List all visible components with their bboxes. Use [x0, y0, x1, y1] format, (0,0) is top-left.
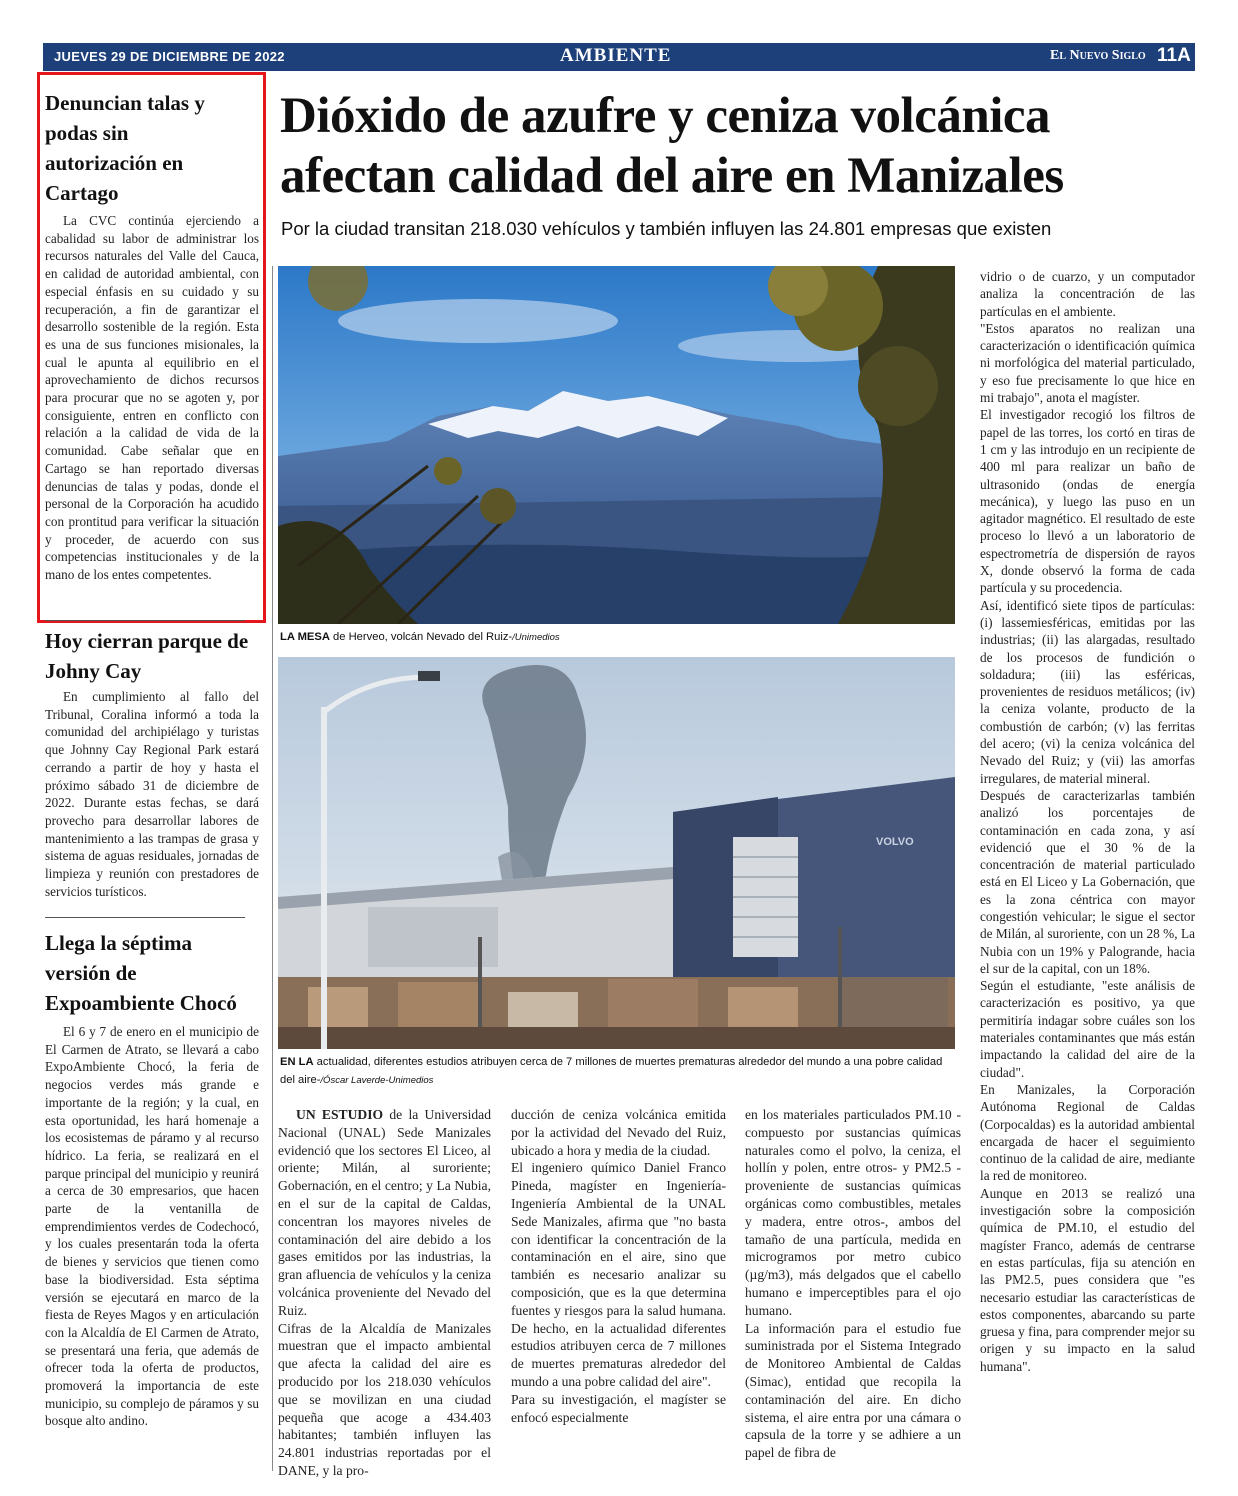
story3-body: El 6 y 7 de enero en el municipio de El Carmen de Atrato, se llevará a cabo ExpoAmbiente Chocó, la feria de negocios verdes más grande e importante de la región; y la cual, en esta oportunidad, les hará homenaje a los ecosistemas de páramo y al recurso hídrico. La feria, se realizará en el parque principal del municipio y reunirá a cerca de 30 empresarios, que hacen parte de la ventanilla de emprendimientos verdes de Codechocó, y los cuales presentarán toda la oferta de bienes y servicios que tienen como base la biodiversidad. Esta séptima versión se ejecutará en marco de la fiesta de Reyes Magos y en articulación con la Alcaldía de El Carmen de Atrato, se presentará una feria, que además de ofrecer toda la oferta de productos, promoverá la importancia de este municipio, su complejo de páramos y su bosque alto andino.	[45, 1024, 259, 1429]
article-column-4: vidrio o de cuarzo, y un computador analiza la concentración de las partículas en el ambiente. "Estos aparatos no realizan una caracterización o identificación química ni morfológica del material particulado, y eso fue precisamente lo que hice en mi trabajo", anota el magíster. El investigador recogió los filtros de papel de las torres, los cortó en tiras de 1 cm y las introdujo en un recipiente de 400 ml para realizar un baño de ultrasonido (ondas de energía mecánica), y luego las puso en un agitador magnético. El resultado de este proceso lo llevó a un laboratorio de espectrometría de dispersión de rayos X, donde observó la forma de cada partícula y su procedencia. Así, identificó siete tipos de partículas: (i) lassemiesféricas, emitidas por las industrias; (ii) las alargadas, resultado de los procesos de fundición o soldadura; (iii) las esféricas, provenientes de residuos metálicos; (iv) la ceniza volante, producto de la combustión de carbón; (v) las ferritas del acero; (vi) la ceniza volcánica del Nevado del Ruiz; y (vii) las amorfas irregulares, de material mineral. Después de caracterizarlas también analizó los porcentajes de contaminación en cada zona, y así evidenció que el 30 % de la concentración de material particulado está en El Liceo y La Gobernación, que es la zona céntrica con mayor congestión vehicular; le sigue el sector de Milán, al suroriente, con un 28 %, La Nubia con un 19% y Palogrande, hacia el sur de la capital, con un 18%. Según el estudiante, "este análisis de caracterización es positivo, ya que permitiría indagar sobre cuáles son los materiales contaminantes que más están impactando la calidad del aire de la ciudad". En Manizales, la Corporación Autónoma Regional de Caldas (Corpocaldas) es la autoridad ambiental encargada de hacer el seguimiento continuo de la calidad de aire, mediante la red de monitoreo. Aunque en 2013 se realizó una investigación sobre la composición química de PM.10, el estudio del magíster Franco, además de centrarse en estas partículas, fija su atención en las PM2.5, pues considera que "es necesario estudiar las características de estos componentes, abarcando su parte gruesa y fina, para comprender mejor su origen y su impacto en la salud humana".	[980, 269, 1195, 1374]
main-headline: Dióxido de azufre y ceniza volcánica afectan calidad del aire en Manizales	[280, 88, 1064, 204]
story2-body: En cumplimiento al fallo del Tribunal, Coralina informó a toda la comunidad del archipiélago y turistas que Johnny Cay Regional Park estará cerrando a partir de hoy y hasta el próximo sábado 31 de diciembre de 2022. Durante estas fechas, se dará provecho para desarrollar labores de mantenimiento a las trampas de grasa y sistema de aguas residuales, jornadas de limpieza y reunión con prestadores de servicios turísticos.	[45, 689, 259, 899]
divider	[45, 917, 245, 918]
article-column-3: en los materiales particulados PM.10 -compuesto por sustancias químicas naturales como el polvo, la ceniza, el hollín y polen, entre otros- y PM2.5 -proveniente de sustancias químicas orgánicas como combustibles, metales y madera, entre otros-, ambos del tamaño de una partícula, medida en microgramos por metro cubico (µg/m3), más delgados que el cabello humano e imperceptibles para el ojo humano. La información para el estudio fue suministrada por el Sistema Integrado de Monitoreo Ambiental de Caldas (Simac), entidad que recopila la contaminación del aire. En dicho sistema, el aire entra por una cámara o capsula de la torre y se adhiere a un papel de fibra de	[745, 1107, 961, 1461]
section-name: AMBIENTE	[560, 45, 672, 66]
story1-body: La CVC continúa ejerciendo a cabalidad su labor de administrar los recursos naturales del Valle del Cauca, en calidad de autoridad ambiental, con especial énfasis en su cuidado y su recuperación, a fin de garantizar el desarrollo sostenible de la región. Esta es una de sus funciones misionales, la cual le apunta al equilibrio en el aprovechamiento de dichos recursos para procurar que no se agoten y, por consiguiente, entren en conflicto con relación a la calidad de vida de la comunidad. Cabe señalar que en Cartago se han reportado diversas denuncias de talas y podas, donde el personal de la Corporación ha acudido con prontitud para verificar la situación y proceder, de acuerdo con sus competencias institucionales y de la mano de los entes competentes.	[45, 213, 259, 583]
article-column-2: ducción de ceniza volcánica emitida por la actividad del Nevado del Ruiz, ubicado a hora y media de la ciudad. El ingeniero químico Daniel Franco Pineda, magíster en Ingeniería-Ingeniería Ambiental de la UNAL Sede Manizales, afirma que "no basta con identificar la concentración de la contaminación en el aire, sino que también es necesario analizar su composición, que es la que determina fuentes y riesgos para la salud humana. De hecho, en la actualidad diferentes estudios atribuyen cerca de 7 millones de muertes prematuras alrededor del mundo a una pobre calidad del aire". Para su investigación, el magíster se enfocó especialmente	[511, 1107, 726, 1425]
newspaper-name: El Nuevo Siglo	[1050, 48, 1146, 63]
photo1-caption: LA MESA de Herveo, volcán Nevado del Ruiz-/Unimedios	[280, 631, 560, 643]
story1-title: Denuncian talas y podas sin autorización en Cartago	[45, 91, 205, 205]
volcano-photo	[278, 266, 955, 624]
divider	[45, 620, 245, 621]
story2-title: Hoy cierran parque de Johny Cay	[45, 629, 249, 683]
photo2-caption: EN LA actualidad, diferentes estudios atribuyen cerca de 7 millones de muertes prematuras alrededor del mundo a una pobre calidad del aire-/Óscar Laverde-Unimedios	[280, 1056, 943, 1086]
issue-date: JUEVES 29 DE DICIEMBRE DE 2022	[54, 49, 285, 64]
article-column-1: UN ESTUDIO de la Universidad Nacional (UNAL) Sede Manizales evidenció que los sectores El Liceo, al oriente; Milán, al suroriente; Gobernación, en el centro; y La Nubia, en el sur de la capital de Caldas, concentran los mayores niveles de contaminación del aire debido a los gases emitidos por las industrias, la gran afluencia de vehículos y la ceniza volcánica proveniente del Nevado del Ruiz. Cifras de la Alcaldía de Manizales muestran que el impacto ambiental que afecta la calidad del aire es producido por los 218.030 vehículos que se movilizan en una ciudad pequeña que acoge a 434.403 habitantes; también influyen las 24.801 industrias reportadas por el DANE, y la pro-	[278, 1107, 492, 1478]
main-subtitle: Por la ciudad transitan 218.030 vehículos y también influyen las 24.801 empresas que existen	[281, 218, 1052, 239]
page-number: 11A	[1157, 45, 1191, 66]
column-divider	[272, 266, 273, 1471]
story3-title: Llega la séptima versión de Expoambiente Chocó	[45, 931, 237, 1015]
building-sign: VOLVO	[876, 836, 914, 848]
industry-photo	[278, 657, 955, 1049]
